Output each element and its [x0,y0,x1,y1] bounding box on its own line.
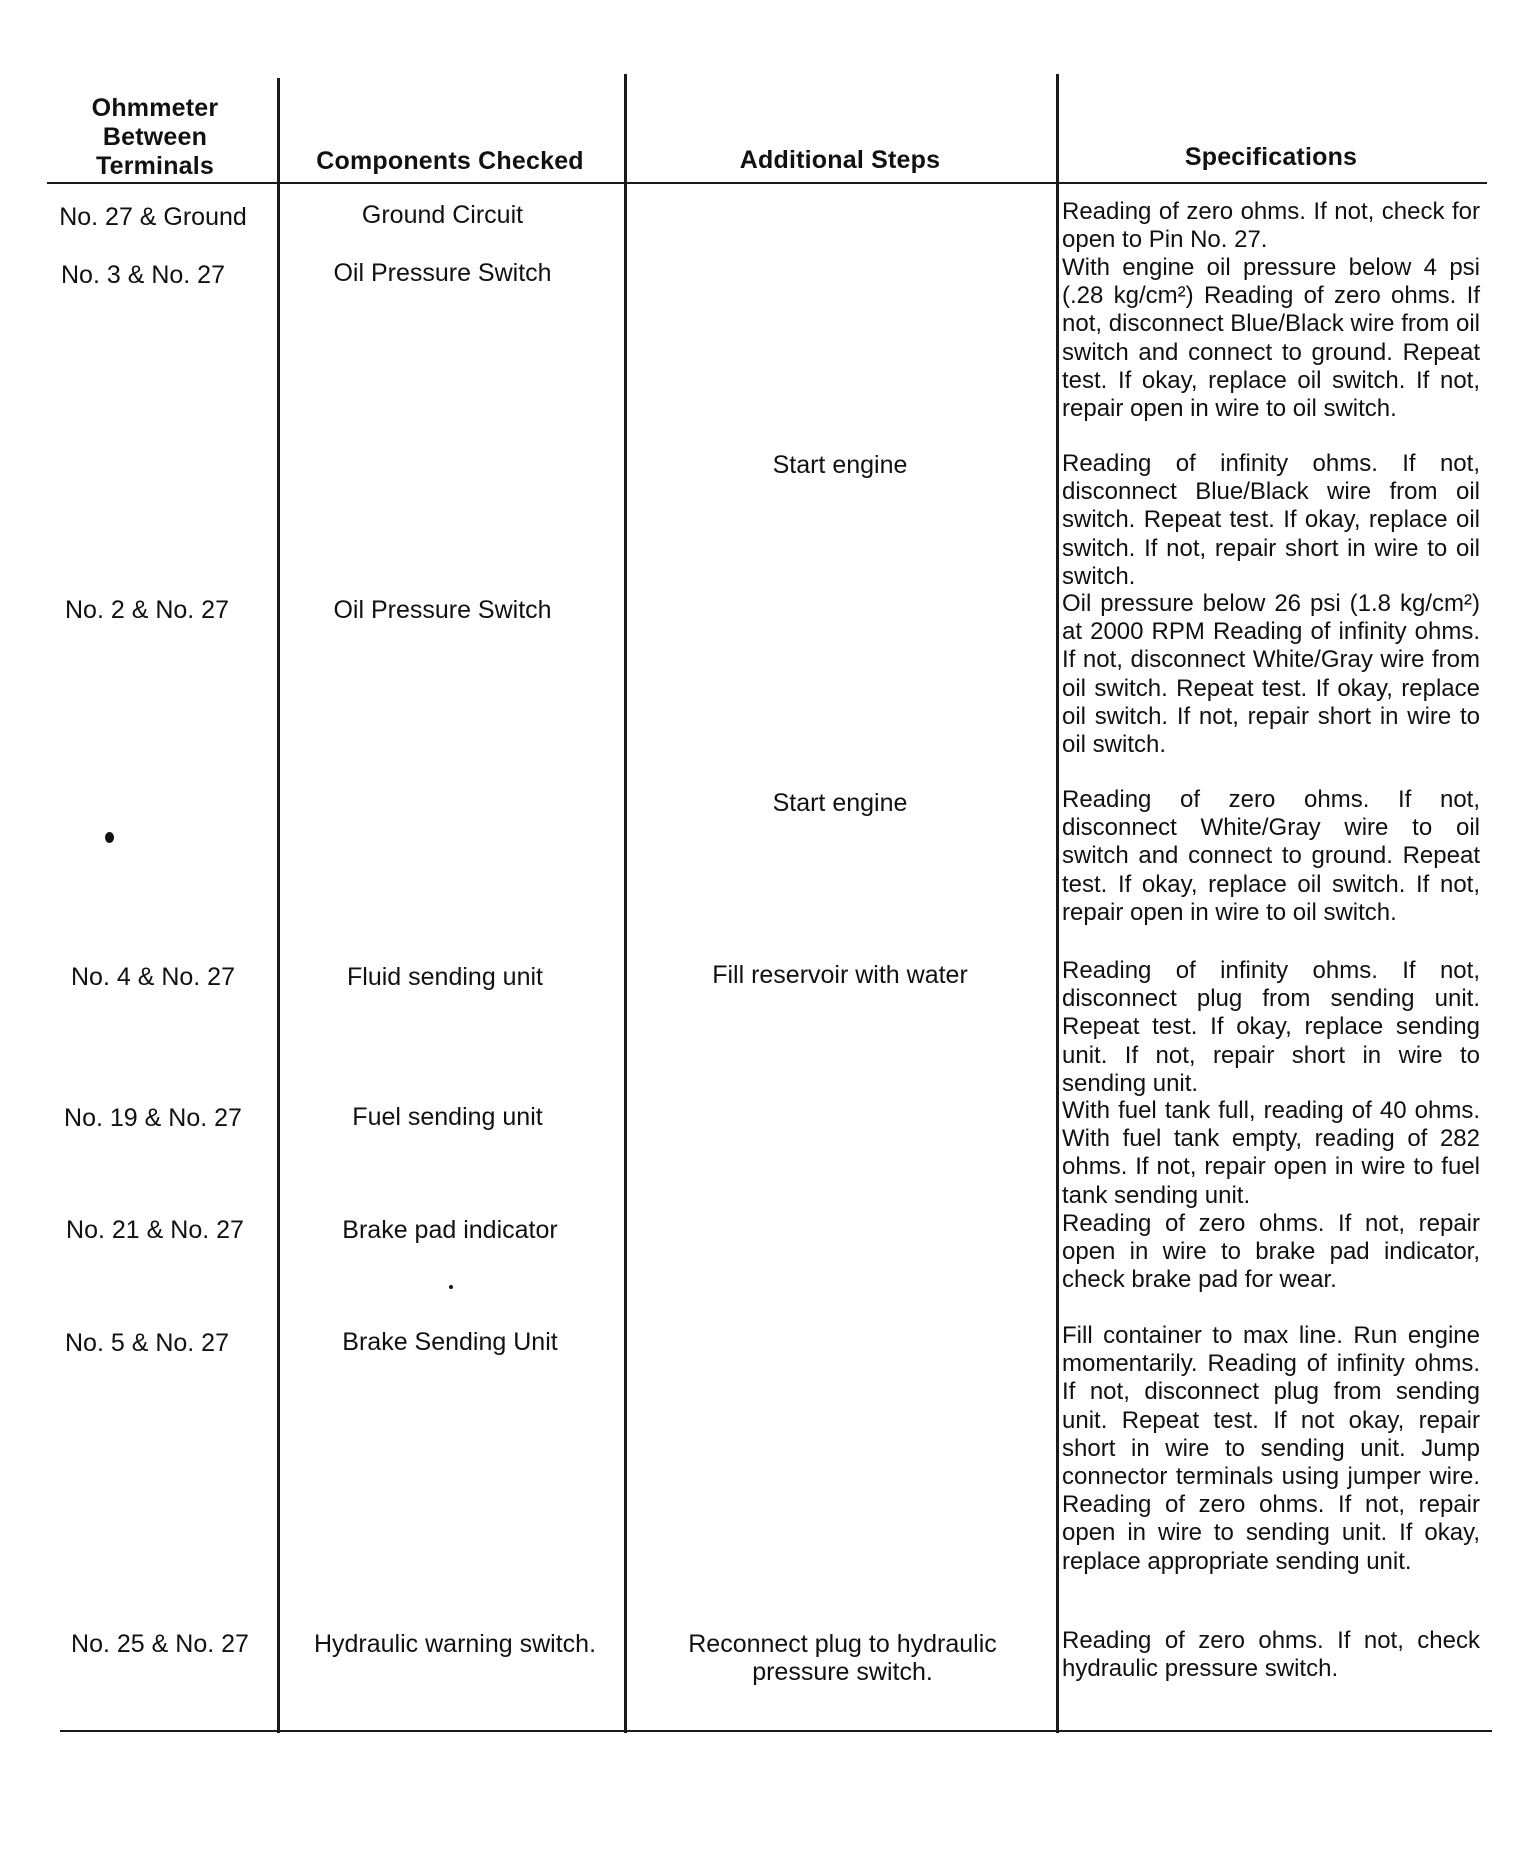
header-terminals: Ohmmeter Between Terminals [91,94,219,180]
row-7-terminals: No. 19 & No. 27 [64,1104,242,1132]
row-4-terminals: No. 2 & No. 27 [65,596,229,624]
row-8-terminals: No. 21 & No. 27 [66,1216,244,1244]
header-steps: Additional Steps [739,146,941,174]
row-8-specification: Reading of zero ohms. If not, repair open in wire to brake pad indicator, check brake pad for wear. [1062,1210,1480,1294]
row-2-terminals: No. 3 & No. 27 [61,261,225,289]
row-2-specification: With engine oil pressure below 4 psi (.28 kg/cm²) Reading of zero ohms. If not, disconnect Blue/Black wire from oil switch and connect to ground. Repeat test. If okay, replace oil switch. If not, repair open in wire to oil switch. [1062,254,1480,423]
row-7-component: Fuel sending unit [352,1103,543,1131]
row-9-terminals: No. 5 & No. 27 [65,1329,229,1357]
row-2-component: Oil Pressure Switch [333,259,552,287]
row-7-specification: With fuel tank full, reading of 40 ohms. With fuel tank empty, reading of 282 ohms. If not, repair open in wire to fuel tank sending unit. [1062,1097,1480,1209]
row-5-step: Start engine [772,789,908,817]
row-6-terminals: No. 4 & No. 27 [71,963,235,991]
row-9-specification: Fill container to max line. Run engine momentarily. Reading of infinity ohms. If not, disconnect plug from sending unit. Repeat test. If not okay, repair short in wire to sending unit. Jump connector terminals using jumper wire. Reading of zero ohms. If not, repair open in wire to sending unit. If okay, replace appropriate sending unit. [1062,1322,1480,1575]
row-5-specification: Reading of zero ohms. If not, disconnect White/Gray wire to oil switch and connect to ground. Repeat test. If okay, replace oil switch. If not, repair open in wire to oil switch. [1062,786,1480,926]
row-6-step: Fill reservoir with water [712,961,968,989]
column-rule-2 [624,74,627,1733]
header-specifications: Specifications [1184,143,1358,171]
row-8-component: Brake pad indicator [342,1216,558,1244]
row-4-specification: Oil pressure below 26 psi (1.8 kg/cm²) at 2000 RPM Reading of infinity ohms. If not, disconnect White/Gray wire from oil switch. Repeat test. If okay, replace oil switch. If not, repair short in wire to oil switch. [1062,590,1480,759]
row-3-specification: Reading of infinity ohms. If not, disconnect Blue/Black wire from oil switch. Repeat test. If okay, replace oil switch. If not, repair short in wire to oil switch. [1062,450,1480,590]
row-1-terminals: No. 27 & Ground [59,203,247,231]
row-1-component: Ground Circuit [361,201,524,229]
row-1-specification: Reading of zero ohms. If not, check for open to Pin No. 27. [1062,198,1480,254]
row-9-component: Brake Sending Unit [342,1328,558,1356]
row-10-step: Reconnect plug to hydraulic pressure switch. [688,1630,997,1686]
row-6-component: Fluid sending unit [347,963,543,991]
header-components: Components Checked [316,147,584,175]
scan-speck [449,1285,453,1289]
scan-speck [105,832,114,843]
row-4-component: Oil Pressure Switch [333,596,552,624]
column-rule-1 [277,78,280,1733]
bottom-rule [60,1730,1492,1732]
row-10-component: Hydraulic warning switch. [313,1630,597,1658]
column-rule-3 [1056,74,1059,1733]
header-rule [47,182,1487,184]
row-3-step: Start engine [772,451,908,479]
row-10-specification: Reading of zero ohms. If not, check hydraulic pressure switch. [1062,1627,1480,1683]
row-10-terminals: No. 25 & No. 27 [71,1630,249,1658]
row-6-specification: Reading of infinity ohms. If not, disconnect plug from sending unit. Repeat test. If okay, replace sending unit. If not, repair short in wire to sending unit. [1062,957,1480,1097]
